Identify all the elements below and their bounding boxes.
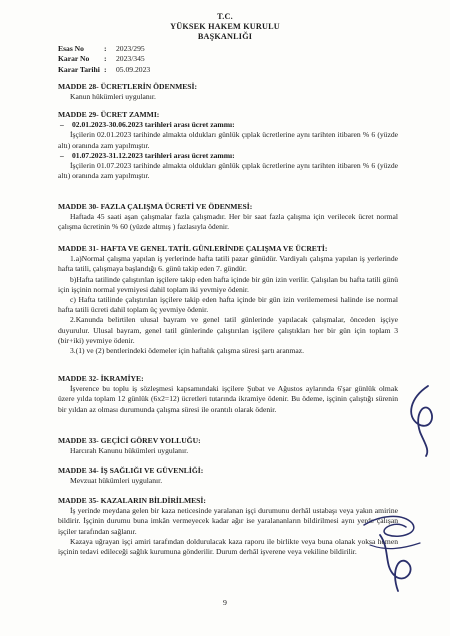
meta-row-karar: Karar No : 2023/345 [58, 54, 145, 64]
meta-row-esas: Esas No : 2023/295 [58, 44, 145, 53]
article-title: MADDE 35- KAZALARIN BİLDİRİLMESİ: [58, 496, 206, 505]
article-text: Harcırah Kanunu hükümleri uygulanır. [70, 446, 189, 456]
article-30 [58, 202, 398, 233]
raise-period-title: 02.01.2023-30.06.2023 tarihleri arası ücret zammı: [72, 120, 235, 130]
case-metadata [58, 44, 150, 75]
article-31 [58, 244, 398, 356]
article-29 [58, 110, 398, 181]
article-paragraph: İş yerinde meydana gelen bir kaza neticesinde yaralanan işçi durumunu derhâl ustabaşı veya yakın amirine bildirir. İşçinin durumu buna imkân vermeyecek kadar ağır ise yaralananların bildirilmesi aynı yerde çalışan işçiler tarafından sağlanır. [58, 506, 398, 536]
article-paragraph: 1.a)Normal çalışma yapılan iş yerlerinde hafta tatili pazar günüdür. Vardiyalı çalışma yapılan iş yerlerinde hafta tatili, çalışmaya başlandığı 6. günü takip eden 7. gündür. [58, 254, 398, 274]
header-presidency: BAŞKANLIĞI [197, 32, 253, 41]
raise-period-1: – 02.01.2023-30.06.2023 tarihleri arası ücret zammı: [60, 120, 235, 130]
handwritten-signature [350, 505, 430, 600]
meta-label: Karar Tarihi [58, 64, 100, 74]
meta-row-tarih: Karar Tarihi : 05.09.2023 [58, 64, 151, 74]
article-title: MADDE 29- ÜCRET ZAMMI: [58, 110, 160, 119]
article-text: İşverence bu toplu iş sözleşmesi kapsamındaki işçilere Şubat ve Ağustos aylarında 6'şar günlük olmak üzere yılda toplam 12 günlük (6x2=12) ücretleri tutarında ikramiye ödenir. Bu ödeme, işçinin çalıştığı sürenin bir yıldan az olması durumunda çalışma süresi ile orantılı olarak ödenir. [58, 384, 398, 414]
article-text: Mevzuat hükümleri uygulanır. [70, 476, 163, 486]
meta-value: 2023/295 [116, 44, 145, 53]
article-title: MADDE 28- ÜCRETLERİN ÖDENMESİ: [58, 82, 198, 91]
meta-label: Karar No [58, 54, 90, 64]
article-text: Kanun hükümleri uygulanır. [70, 92, 156, 102]
meta-value: 2023/345 [116, 54, 145, 64]
article-title: MADDE 30- FAZLA ÇALIŞMA ÜCRETİ VE ÖDENMESİ: [58, 202, 253, 211]
article-title: MADDE 31- HAFTA VE GENEL TATİL GÜNLERİNDE ÇALIŞMA VE ÜCRETİ: [58, 244, 328, 253]
article-title: MADDE 34- İŞ SAĞLIĞI VE GÜVENLİĞİ: [58, 466, 204, 475]
article-paragraph: b)Hafta tatilinde çalıştırılan işçilere takip eden hafta içinde bir gün izin verilir. Çalışılan bu hafta tatili günü için işçinin normal yevmiyesi dahil toplam iki yevmiye ödenir. [58, 274, 398, 294]
raise-period-text: İşçilerin 01.07.2023 tarihinde almakta oldukları günlük çıplak ücretlerine aynı tarihten itibaren % 6 (yüzde altı) oranında zam yapılmıştır. [58, 161, 398, 181]
article-paragraph: c) Hafta tatilinde çalıştırılan işçilere takip eden hafta içinde bir gün izin verilememesi halinde ise normal hafta tatili ücreti dahil toplam üç yevmiye ödenir. [58, 295, 398, 315]
raise-period-title: 01.07.2023-31.12.2023 tarihleri arası ücret zammı: [72, 150, 235, 160]
article-text: Haftada 45 saati aşan çalışmalar fazla çalışmadır. Her bir saat fazla çalışma için verilecek ücret normal çalışma ücretinin % 60 (yüzde altmış ) fazlasıyla ödenir. [58, 212, 398, 232]
header-institution: YÜKSEK HAKEM KURULU [170, 22, 280, 31]
article-paragraph: Kazaya uğrayan işçi amiri tarafından doldurulacak kaza raporu ile birlikte veya buna olanak yoksa hemen işçinin tedavi edileceği sağlık kurumuna gönderilir. Durum derhâl işverene veya vekiline bildirilir. [58, 536, 398, 557]
handwritten-signature-mark [400, 380, 442, 460]
raise-period-2: – 01.07.2023-31.12.2023 tarihleri arası ücret zammı: [60, 150, 235, 160]
article-title: MADDE 33- GEÇİCİ GÖREV YOLLUĞU: [58, 436, 201, 445]
meta-value: 05.09.2023 [116, 64, 151, 74]
page-number: 9 [223, 598, 227, 607]
article-34 [58, 466, 398, 486]
meta-label: Esas No [58, 44, 84, 53]
raise-period-text: İşçilerin 02.01.2023 tarihinde almakta oldukları günlük çıplak ücretlerine aynı tarihten itibaren % 6 (yüzde altı) oranında zam yapılmıştır. [58, 130, 398, 150]
article-paragraph: 2.Kanunda belirtilen ulusal bayram ve genel tatil günlerinde yapılacak çalışmalar, önceden işçiye duyurulur. Ulusal bayram, genel tatil günlerinde çalıştırılan işçilere çalıştıkları her bir gün için toplam 3 (bir+iki) yevmiye ödenir. [58, 315, 398, 345]
article-32 [58, 374, 398, 415]
article-title: MADDE 32- İKRAMİYE: [58, 374, 144, 383]
header-tc: T.C. [217, 12, 233, 21]
article-28 [58, 82, 398, 102]
article-35 [58, 496, 398, 557]
article-paragraph: 3.(1) ve (2) bentlerindeki ödemeler için haftalık çalışma süresi şartı aranmaz. [70, 346, 305, 356]
article-33 [58, 436, 398, 456]
